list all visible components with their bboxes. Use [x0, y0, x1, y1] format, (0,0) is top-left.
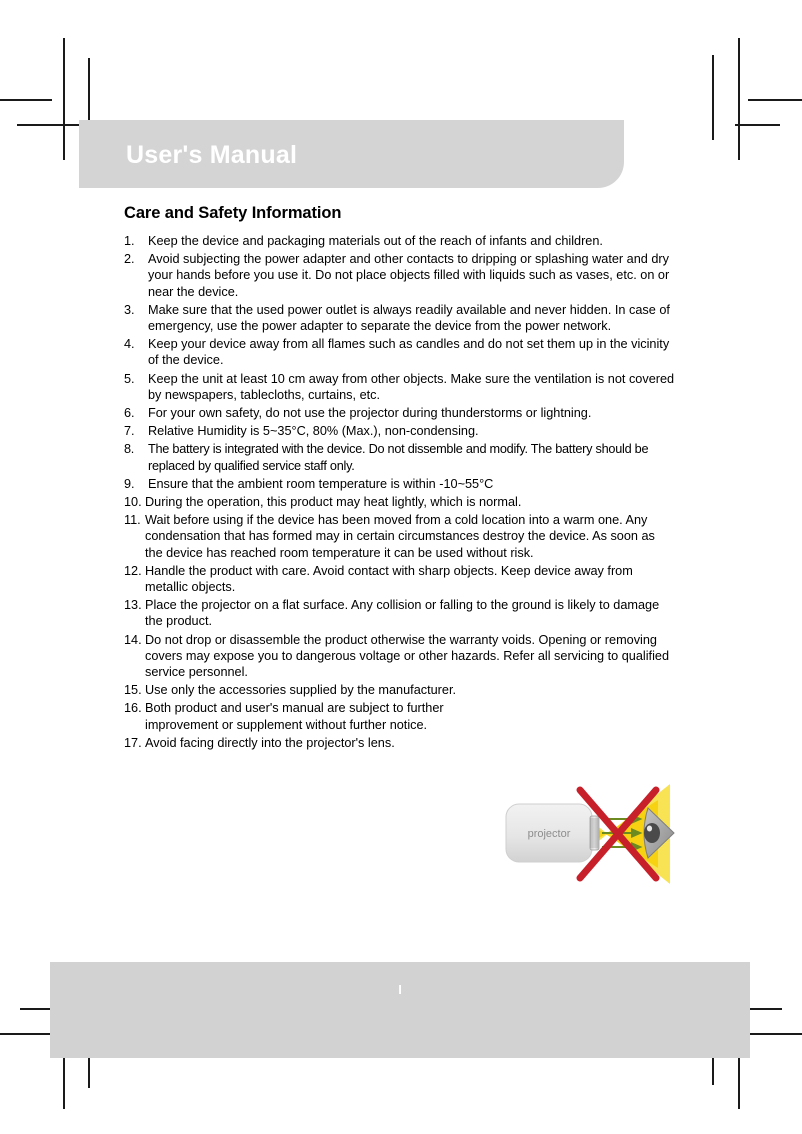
list-item-number: 16.: [124, 701, 142, 716]
footer-band: [50, 962, 750, 1058]
list-item: [124, 735, 524, 751]
list-item-text: Keep your device away from all flames such as candles and do not set them up in the vicinity of the device.: [148, 337, 670, 368]
list-item-number: 5.: [124, 371, 135, 386]
list-item: [124, 597, 676, 629]
list-item-text: Keep the unit at least 10 cm away from other objects. Make sure the ventilation is not covered by newspapers, tablecloths, curtains, etc.: [148, 371, 675, 402]
list-item-number: 6.: [124, 406, 135, 421]
list-item-text: Use only the accessories supplied by the manufacturer.: [145, 683, 457, 698]
list-item-number: 1.: [124, 234, 135, 248]
list-item-number: 10.: [124, 495, 142, 510]
list-item: [124, 700, 484, 732]
list-item-text: Place the projector on a flat surface. Any collision or falling to the ground is likely to damage the product.: [145, 598, 660, 629]
list-item: [124, 371, 676, 403]
list-item: [124, 302, 676, 334]
list-item-number: 9.: [124, 476, 135, 491]
list-item-number: 8.: [124, 442, 135, 457]
crop-mark-top-right-lower: [735, 124, 780, 126]
list-item: [124, 563, 676, 595]
projector-warning-illustration: [498, 776, 688, 892]
list-item-number: 7.: [124, 424, 135, 439]
list-item-text: Do not drop or disassemble the product otherwise the warranty voids. Opening or removing covers may expose you to dangerous voltage or other hazards. Refer all servicing to qualified service personnel.: [145, 632, 669, 680]
list-item-number: 12.: [124, 563, 142, 578]
crop-mark-top-right-inner: [738, 38, 740, 160]
list-item: [124, 494, 676, 510]
list-item-number: 13.: [124, 598, 142, 613]
list-item-text: Relative Humidity is 5~35°C, 80% (Max.), non-condensing.: [148, 424, 479, 439]
list-item-number: 4.: [124, 337, 135, 352]
list-item-text: Avoid subjecting the power adapter and other contacts to dripping or splashing water and dry your hands before you use it. Do not place objects filled with liquids such as vases, etc. on or near the device.: [148, 252, 670, 299]
list-item-number: 11.: [124, 513, 141, 528]
list-item: [124, 682, 484, 698]
projector-lens-icon: [590, 816, 599, 850]
list-item-text: During the operation, this product may heat lightly, which is normal.: [145, 495, 522, 510]
crop-mark-top-right-upper: [748, 99, 802, 101]
list-item-number: 15.: [124, 683, 142, 698]
list-item-text: Avoid facing directly into the projector's lens.: [145, 735, 395, 750]
crop-mark-top-left-upper: [0, 99, 52, 101]
list-item: [124, 251, 676, 300]
list-item-text: Keep the device and packaging materials out of the reach of infants and children.: [148, 234, 603, 248]
list-item-text: Both product and user's manual are subject to further improvement or supplement without further notice.: [145, 701, 444, 732]
list-item: [124, 476, 676, 492]
list-item: [124, 632, 676, 681]
list-item-text: Make sure that the used power outlet is always readily available and never hidden. In case of emergency, use the power adapter to separate the device from the power network.: [148, 302, 670, 334]
crop-mark-top-left-lower: [17, 124, 79, 126]
list-item-text: The battery is integrated with the device. Do not dissemble and modify. The battery should be replaced by qualified service staff only.: [148, 442, 649, 473]
list-item-text: For your own safety, do not use the projector during thunderstorms or lightning.: [148, 406, 592, 421]
projector-body-icon: [506, 804, 592, 862]
list-item-number: 17.: [124, 735, 142, 750]
page-number: I: [398, 982, 402, 997]
section-heading: Care and Safety Information: [124, 204, 342, 222]
safety-instruction-list: [124, 233, 676, 751]
list-item: [124, 233, 676, 249]
crop-mark-top-right-outer: [712, 55, 714, 140]
projector-body-label: projector: [527, 828, 571, 840]
list-item-number: 3.: [124, 302, 135, 317]
header-banner: [79, 120, 624, 188]
list-item: [124, 405, 676, 421]
list-item-number: 2.: [124, 252, 135, 267]
crop-mark-top-left-inner: [63, 38, 65, 160]
list-item-number: 14.: [124, 632, 142, 647]
list-item-text: Ensure that the ambient room temperature is within -10~55°C: [148, 476, 494, 491]
list-item: [124, 441, 676, 473]
page-title: User's Manual: [126, 141, 298, 169]
crop-mark-bottom-right-lower: [748, 1033, 802, 1035]
crop-mark-bottom-left-lower: [0, 1033, 52, 1035]
list-item: [124, 336, 676, 368]
content-area: [124, 204, 676, 753]
list-item-text: Handle the product with care. Avoid contact with sharp objects. Keep device away from metallic objects.: [145, 563, 633, 595]
list-item: [124, 423, 676, 439]
list-item-text: Wait before using if the device has been moved from a cold location into a warm one. Any condensation that has formed may in certain circumstances destroy the device. As soon as the device has reached room temperature it can be used without risk.: [145, 513, 655, 560]
list-item: [124, 512, 676, 561]
